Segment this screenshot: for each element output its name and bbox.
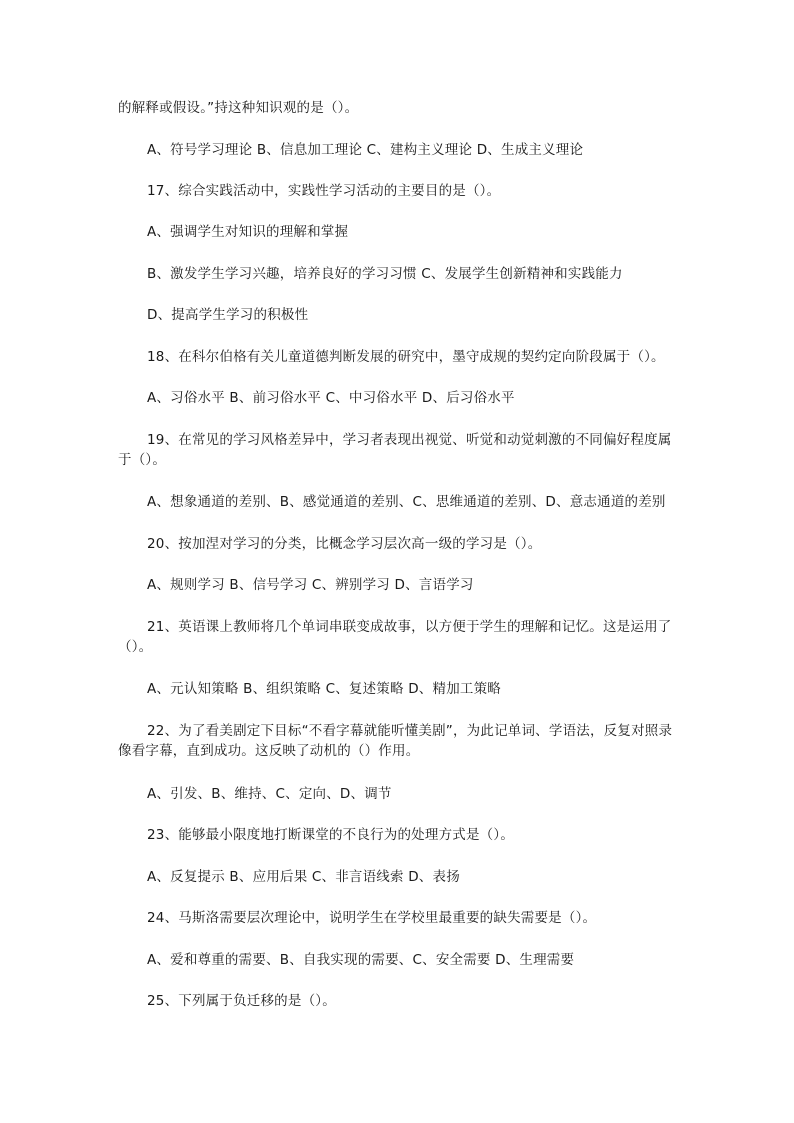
options-q20: A、规则学习 B、信号学习 C、辨别学习 D、言语学习 [147, 577, 474, 593]
options-q21: A、元认知策略 B、组织策略 C、复述策略 D、精加工策略 [147, 681, 501, 697]
option-q17-a: A、强调学生对知识的理解和掌握 [147, 224, 349, 240]
options-q18: A、习俗水平 B、前习俗水平 C、中习俗水平 D、后习俗水平 [147, 390, 515, 406]
question-17: 17、综合实践活动中，实践性学习活动的主要目的是（）。 [147, 183, 501, 199]
option-q17-d: D、提高学生学习的积极性 [147, 307, 309, 323]
question-20: 20、按加涅对学习的分类，比概念学习层次高一级的学习是（）。 [147, 536, 542, 552]
options-q23: A、反复提示 B、应用后果 C、非言语线索 D、表扬 [147, 869, 460, 885]
options-q24: A、爱和尊重的需要、B、自我实现的需要、C、安全需要 D、生理需要 [147, 952, 575, 968]
option-q17-bc: B、激发学生学习兴趣，培养良好的学习习惯 C、发展学生创新精神和实践能力 [147, 266, 623, 282]
options-q16: A、符号学习理论 B、信息加工理论 C、建构主义理论 D、生成主义理论 [147, 142, 584, 158]
question-19: 19、在常见的学习风格差异中，学习者表现出视觉、听觉和动觉刺激的不同偏好程度属于（）。 [118, 432, 672, 468]
question-22: 22、为了看美剧定下目标“不看字幕就能听懂美剧”，为此记单词、学语法，反复对照录像看字幕，直到成功。这反映了动机的（）作用。 [118, 723, 673, 759]
question-24: 24、马斯洛需要层次理论中，说明学生在学校里最重要的缺失需要是（）。 [147, 910, 597, 926]
question-21: 21、英语课上教师将几个单词串联变成故事，以方便于学生的理解和记忆。这是运用了（）。 [118, 619, 672, 655]
options-q19: A、想象通道的差别、B、感觉通道的差别、C、思维通道的差别、D、意志通道的差别 [147, 494, 666, 510]
continued-question-text: 的解释或假设。”持这种知识观的是（）。 [118, 100, 359, 116]
question-23: 23、能够最小限度地打断课堂的不良行为的处理方式是（）。 [147, 827, 515, 843]
options-q22: A、引发、B、维持、C、定向、D、调节 [147, 786, 392, 802]
question-25: 25、下列属于负迁移的是（）。 [147, 993, 336, 1009]
question-18: 18、在科尔伯格有关儿童道德判断发展的研究中，墨守成规的契约定向阶段属于（）。 [147, 349, 665, 365]
